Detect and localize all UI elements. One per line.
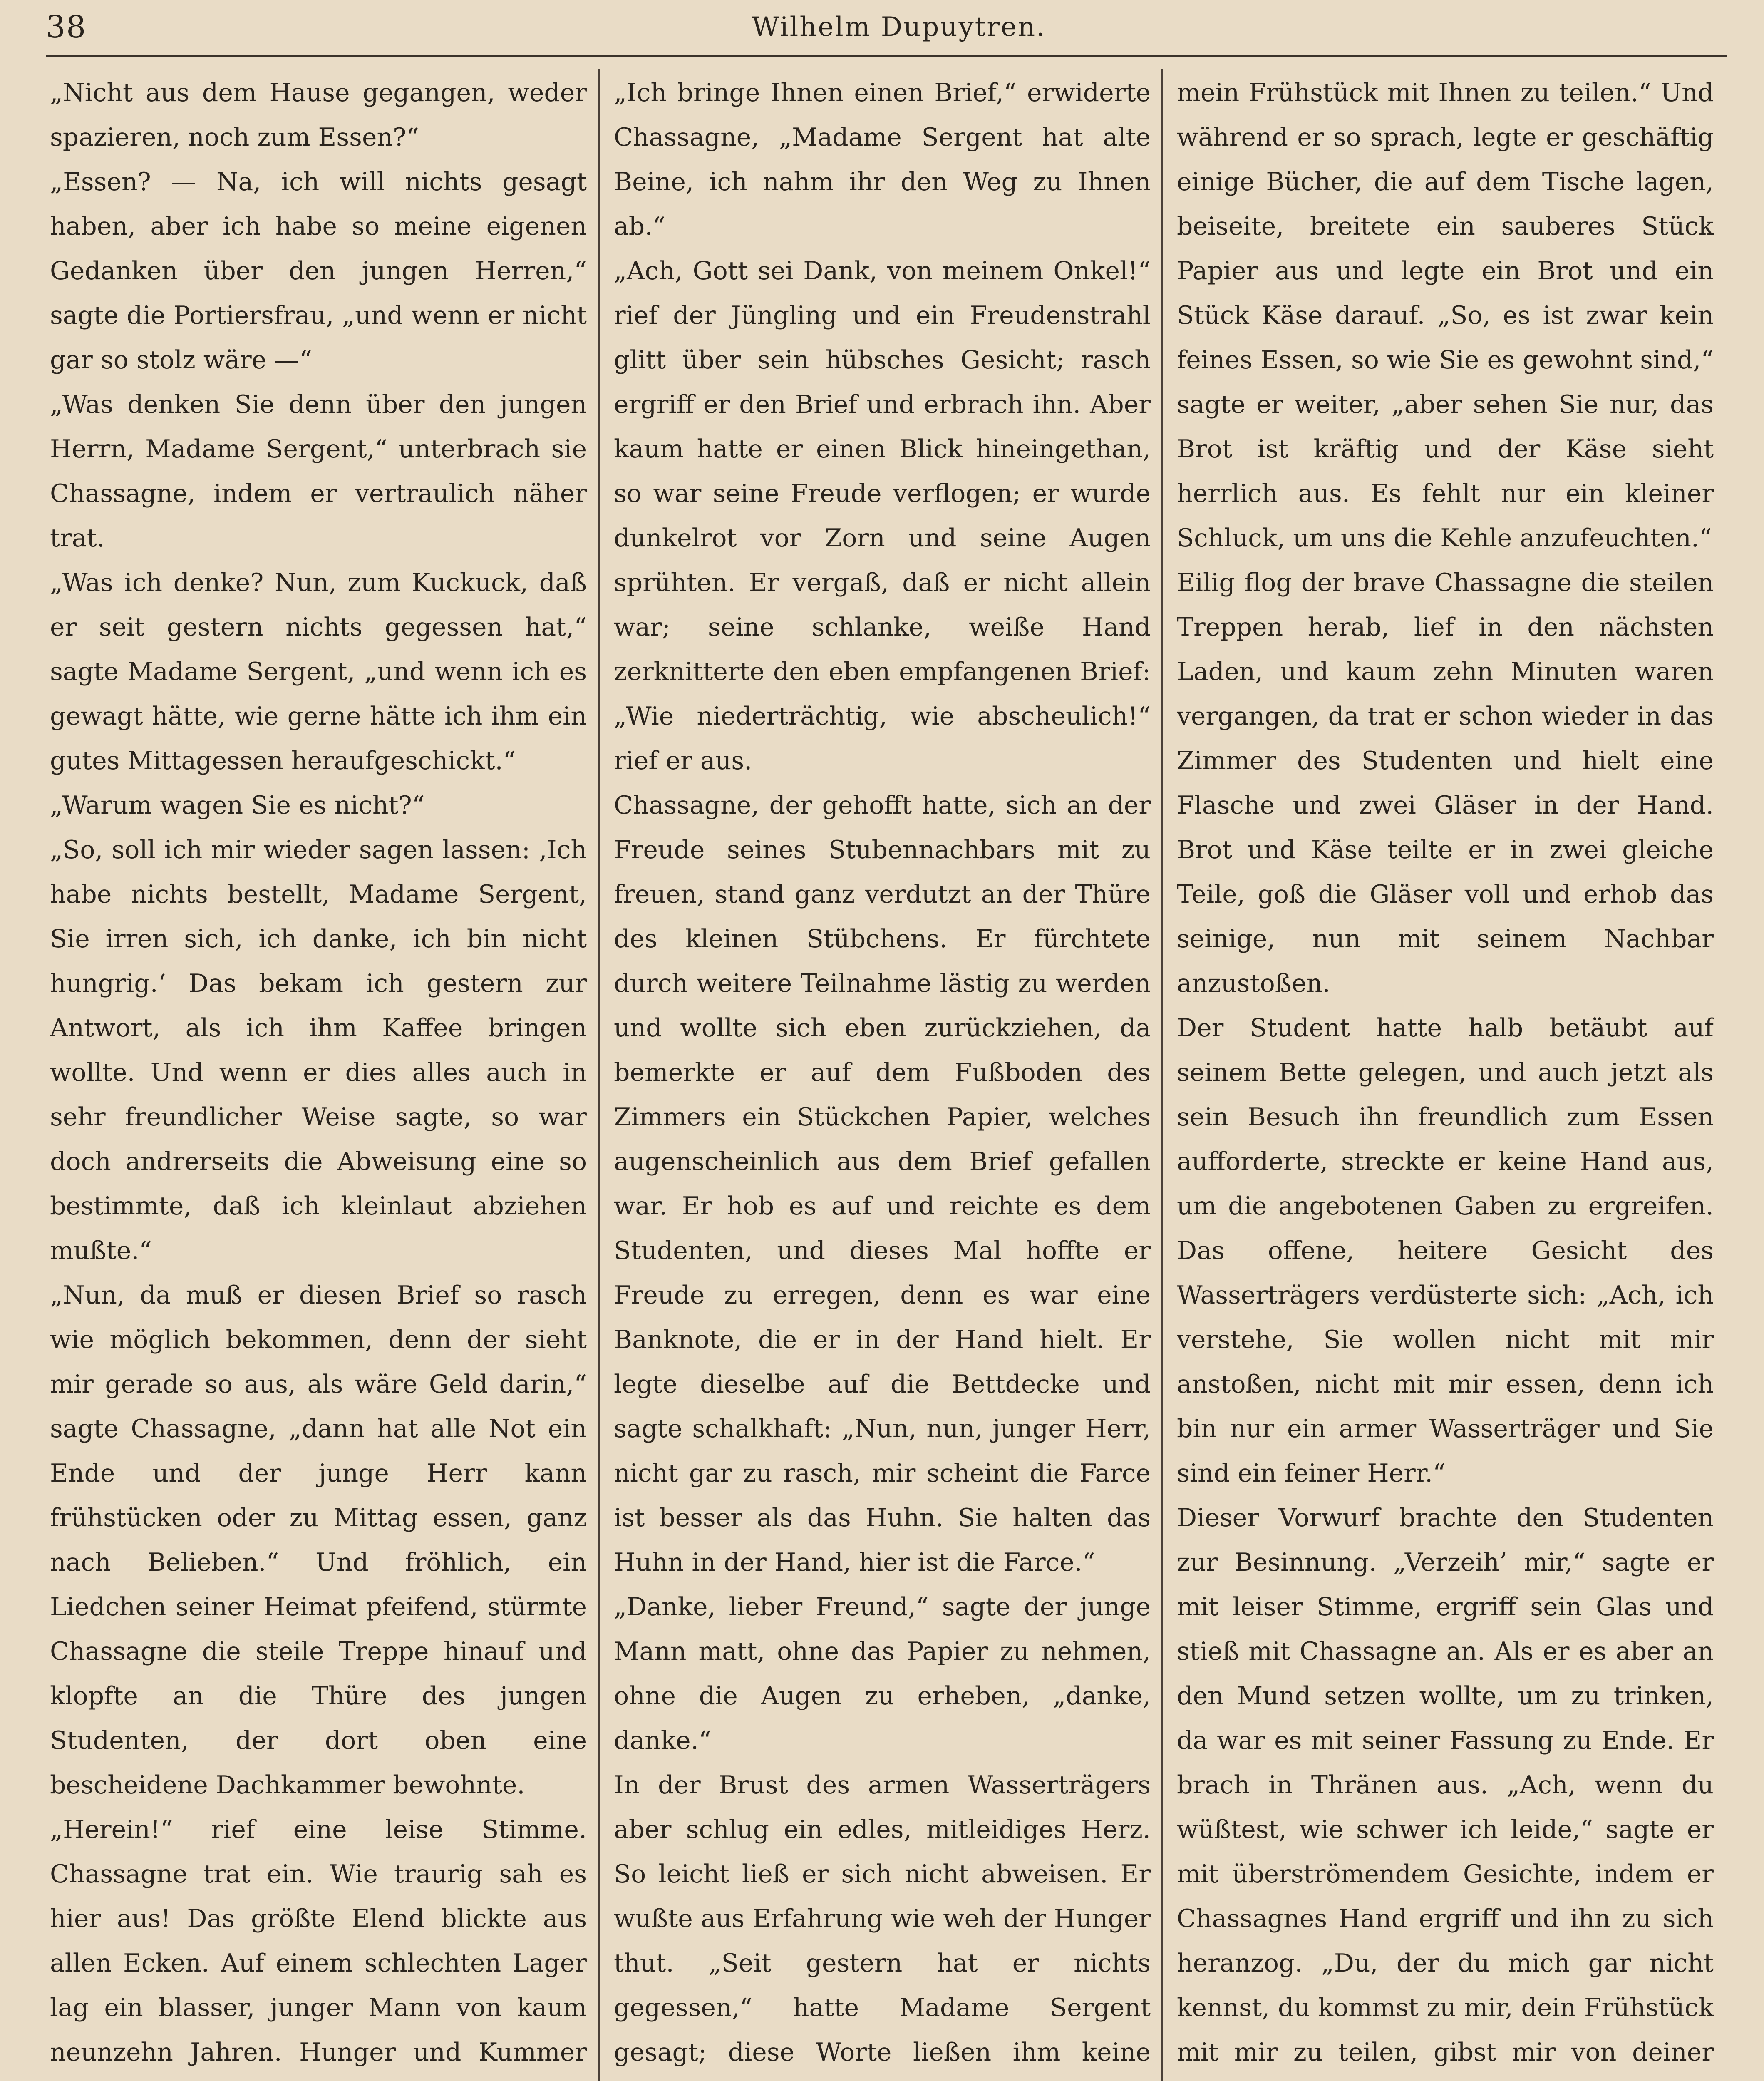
- running-title: Wilhelm Dupuytren.: [752, 12, 1046, 42]
- paragraph: „Ich bringe Ihnen einen Brief,“ erwiderte Chassagne, „Madame Sergent hat alte Beine, ich nahm ihr den Weg zu Ihnen ab.“: [614, 78, 1151, 241]
- paragraph: In der Brust des armen Wasserträgers aber schlug ein edles, mitleidiges Herz. So leicht ließ er sich nicht abweisen. Er wußte aus Erfahrung wie weh der Hunger thut. „Seit gestern hat er nichts gegessen,“ hatte Madame Sergent gesagt; diese Worte ließen ihm keine: [614, 1771, 1151, 2067]
- paragraph: mein Frühstück mit Ihnen zu teilen.“ Und während er so sprach, legte er geschäftig einige Bücher, die auf dem Tische lagen, beiseite, breitete ein sauberes Stück Papier aus und legte ein Brot und ein Stück Käse darauf. „So, es ist zwar kein feines Essen, so wie Sie es gewohnt sind,“ sagte er weiter, „aber sehen Sie nur, das Brot ist kräftig und der Käse sieht herrlich aus. Es fehlt nur ein kleiner Schluck, um uns die Kehle anzufeuchten.“: [1177, 78, 1714, 553]
- paragraph: Der Student hatte halb betäubt auf seinem Bette gelegen, und auch jetzt als sein Besuch ihn freundlich zum Essen aufforderte, streckte er keine Hand aus, um die angebotenen Gaben zu ergreifen. Das offene, heitere Gesicht des Wasserträgers verdüsterte sich: „Ach, ich verstehe, Sie wollen nicht mit mir anstoßen, nicht mit mir essen, denn ich bin nur ein armer Wasserträger und Sie sind ein feiner Herr.“: [1177, 1013, 1714, 1488]
- header-rule: [46, 55, 1727, 57]
- paragraph: „So, soll ich mir wieder sagen lassen: ‚Ich habe nichts bestellt, Madame Sergent, Sie irren sich, ich danke, ich bin nicht hungrig.‘ Das bekam ich gestern zur Antwort, als ich ihm Kaffee bringen wollte. Und wenn er dies alles auch in sehr freundlicher Weise sagte, so war doch andrerseits die Abweisung eine so bestimmte, daß ich kleinlaut abziehen mußte.“: [50, 835, 587, 1265]
- paragraph: „Nun, da muß er diesen Brief so rasch wie möglich bekommen, denn der sieht mir gerade so aus, als wäre Geld darin,“ sagte Chassagne, „dann hat alle Not ein Ende und der junge Herr kann frühstücken oder zu Mittag essen, ganz nach Belieben.“ Und fröhlich, ein Liedchen seiner Heimat pfeifend, stürmte Chassagne die steile Treppe hinauf und klopfte an die Thüre des jungen Studenten, der dort oben eine bescheidene Dachkammer bewohnte.: [50, 1281, 587, 1800]
- text-column-3: [1177, 71, 1714, 2081]
- column-divider: [598, 69, 600, 2081]
- paragraph: „Essen? — Na, ich will nichts gesagt haben, aber ich habe so meine eigenen Gedanken über den jungen Herren,“ sagte die Portiersfrau, „und wenn er nicht gar so stolz wäre —“: [50, 167, 587, 375]
- text-column-2: [614, 71, 1151, 2081]
- paragraph: „Nicht aus dem Hause gegangen, weder spazieren, noch zum Essen?“: [50, 78, 587, 152]
- paragraph: Dieser Vorwurf brachte den Studenten zur Besinnung. „Verzeih’ mir,“ sagte er mit leiser Stimme, ergriff sein Glas und stieß mit Chassagne an. Als er es aber an den Mund setzen wollte, um zu trinken, da war es mit seiner Fassung zu Ende. Er brach in Thränen aus. „Ach, wenn du wüßtest, wie schwer ich leide,“ sagte er mit überströmendem Gesichte, indem er Chassagnes Hand ergriff und ihn zu sich heranzog. „Du, der du mich gar nicht kennst, du kommst zu mir, dein Frühstück mit mir zu teilen, gibst mir von deiner: [1177, 1503, 1714, 2067]
- paragraph: „Herein!“ rief eine leise Stimme. Chassagne trat ein. Wie traurig sah es hier aus! Das größte Elend blickte aus allen Ecken. Auf einem schlechten Lager lag ein blasser, junger Mann von kaum neunzehn Jahren. Hunger und Kummer: [50, 1815, 587, 2067]
- paragraph: Chassagne, der gehofft hatte, sich an der Freude seines Stubennachbars mit zu freuen, stand ganz verdutzt an der Thüre des kleinen Stübchens. Er fürchtete durch weitere Teilnahme lästig zu werden und wollte sich eben zurückziehen, da bemerkte er auf dem Fußboden des Zimmers ein Stückchen Papier, welches augenscheinlich aus dem Brief gefallen war. Er hob es auf und reichte es dem Studenten, und dieses Mal hoffte er Freude zu erregen, denn es war eine Banknote, die er in der Hand hielt. Er legte dieselbe auf die Bettdecke und sagte schalkhaft: „Nun, nun, junger Herr, nicht gar zu rasch, mir scheint die Farce ist besser als das Huhn. Sie halten das Huhn in der Hand, hier ist die Farce.“: [614, 791, 1151, 1577]
- paragraph: „Warum wagen Sie es nicht?“: [50, 791, 425, 820]
- paragraph: „Was denken Sie denn über den jungen Herrn, Madame Sergent,“ unterbrach sie Chassagne, indem er vertraulich näher trat.: [50, 390, 587, 553]
- text-column-1: [50, 71, 587, 2081]
- page-header: [46, 8, 1727, 50]
- paragraph: „Was ich denke? Nun, zum Kuckuck, daß er seit gestern nichts gegessen hat,“ sagte Madame Sergent, „und wenn ich es gewagt hätte, wie gerne hätte ich ihm ein gutes Mittagessen heraufgeschickt.“: [50, 568, 587, 775]
- paragraph: Eilig flog der brave Chassagne die steilen Treppen herab, lief in den nächsten Laden, und kaum zehn Minuten waren vergangen, da trat er schon wieder in das Zimmer des Studenten und hielt eine Flasche und zwei Gläser in der Hand. Brot und Käse teilte er in zwei gleiche Teile, goß die Gläser voll und erhob das seinige, nun mit seinem Nachbar anzustoßen.: [1177, 568, 1714, 998]
- page-number: 38: [46, 9, 87, 45]
- paragraph: „Ach, Gott sei Dank, von meinem Onkel!“ rief der Jüngling und ein Freudenstrahl glitt über sein hübsches Gesicht; rasch ergriff er den Brief und erbrach ihn. Aber kaum hatte er einen Blick hineingethan, so war seine Freude verflogen; er wurde dunkelrot vor Zorn und seine Augen sprühten. Er vergaß, daß er nicht allein war; seine schlanke, weiße Hand zerknitterte den eben empfangenen Brief: „Wie niederträchtig, wie abscheulich!“ rief er aus.: [614, 256, 1151, 775]
- paragraph: „Danke, lieber Freund,“ sagte der junge Mann matt, ohne das Papier zu nehmen, ohne die Augen zu erheben, „danke, danke.“: [614, 1592, 1151, 1755]
- column-divider: [1161, 69, 1163, 2081]
